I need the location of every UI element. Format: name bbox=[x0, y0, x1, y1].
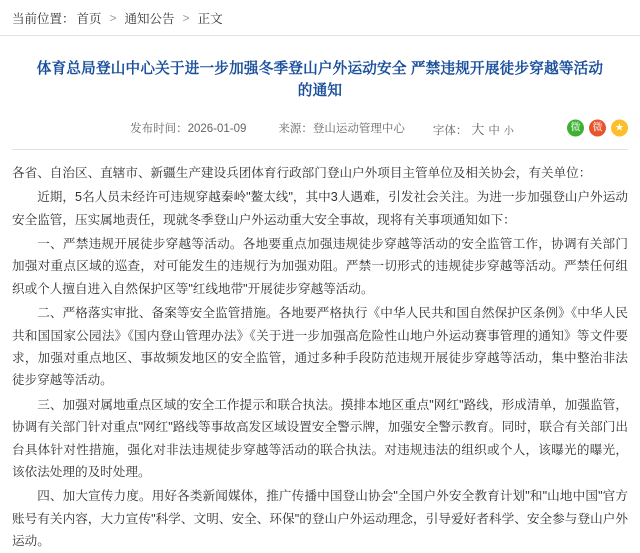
source-value: 登山运动管理中心 bbox=[312, 123, 405, 136]
meta-divider bbox=[12, 149, 628, 150]
qzone-share-icon[interactable]: ★ bbox=[611, 120, 628, 137]
source-label: 来源： bbox=[278, 123, 313, 136]
breadcrumb-item-notices[interactable]: 通知公告 bbox=[124, 12, 175, 26]
article-paragraph: 四、加大宣传力度。用好各类新闻媒体，推广传播中国登山协会"全国户外安全教育计划"和"山地中国"官方账号有关内容，大力宣传"科学、文明、安全、环保"的登山户外运动理念，引导爱好者科学、安全参与登山户外运动。 bbox=[12, 489, 628, 549]
weibo-share-icon[interactable]: 微 bbox=[589, 120, 606, 137]
publish-time-label: 发布时间： bbox=[130, 123, 188, 136]
fontsize-medium-button[interactable]: 中 bbox=[488, 124, 500, 137]
source bbox=[278, 120, 405, 136]
breadcrumb-divider bbox=[0, 35, 640, 36]
publish-time-value: 2026-01-09 bbox=[187, 123, 247, 136]
breadcrumb-separator-icon: > bbox=[109, 11, 117, 25]
wechat-share-icon[interactable]: 微 bbox=[567, 120, 584, 137]
publish-time bbox=[130, 120, 246, 136]
breadcrumb-label: 当前位置： bbox=[12, 12, 75, 26]
article-paragraph: 二、严格落实审批、备案等安全监管措施。各地要严格执行《中华人民共和国自然保护区条例》《中华人民共和国国家公园法》《国内登山管理办法》《关于进一步加强高危险性山地户外运动赛事管理的通知》等文件要求，加强对重点地区、事故频发地区的安全监管，通过多种手段防范违规开展徒步穿越等活动，集中整治非法徒步穿越等活动。 bbox=[12, 306, 628, 388]
article-paragraph: 近期，5名人员未经许可违规穿越秦岭"鳌太线"，其中3人遇难，引发社会关注。为进一步加强登山户外运动安全监管，压实属地责任，现就冬季登山户外运动重大安全事故，现将有关事项通知如下： bbox=[12, 190, 628, 227]
share-bar bbox=[567, 120, 628, 137]
breadcrumb-item-current: 正文 bbox=[197, 12, 223, 26]
page-title: 体育总局登山中心关于进一步加强冬季登山户外运动安全 严禁违规开展徒步穿越等活动的通知 bbox=[36, 61, 604, 99]
article-paragraph: 三、加强对属地重点区域的安全工作提示和联合执法。摸排本地区重点"网红"路线，形成清单，加强监管，协调有关部门针对重点"网红"路线等事故高发区域设置安全警示牌，加强安全警示教育。同时，联合有关部门出台具体针对性措施，强化对非法违规徒步穿越等活动的联合执法。对违规违法的组织或个人，该曝光的曝光，该依法处理的及时处理。 bbox=[12, 397, 628, 480]
breadcrumb-item-home[interactable]: 首页 bbox=[76, 12, 102, 26]
article-paragraph: 一、严禁违规开展徒步穿越等活动。各地要重点加强违规徒步穿越等活动的安全监管工作，协调有关部门加强对重点区域的巡查，对可能发生的违规行为加强劝阻。严禁一切形式的违规徒步穿越等活动。严禁任何组织或个人擅自进入自然保护区等"红线地带"开展徒步穿越等活动。 bbox=[12, 237, 628, 296]
fontsize-large-button[interactable]: 大 bbox=[471, 121, 485, 137]
fontsize-label: 字体： bbox=[432, 124, 468, 137]
article-meta bbox=[0, 119, 640, 138]
breadcrumb bbox=[0, 0, 640, 27]
article-paragraph: 各省、自治区、直辖市、新疆生产建设兵团体育行政部门登山户外项目主管单位及相关协会，有关单位： bbox=[12, 165, 592, 180]
article-body bbox=[12, 162, 628, 553]
fontsize-small-button[interactable]: 小 bbox=[503, 125, 514, 137]
breadcrumb-separator-icon: > bbox=[182, 11, 190, 25]
fontsize-control bbox=[433, 119, 514, 138]
